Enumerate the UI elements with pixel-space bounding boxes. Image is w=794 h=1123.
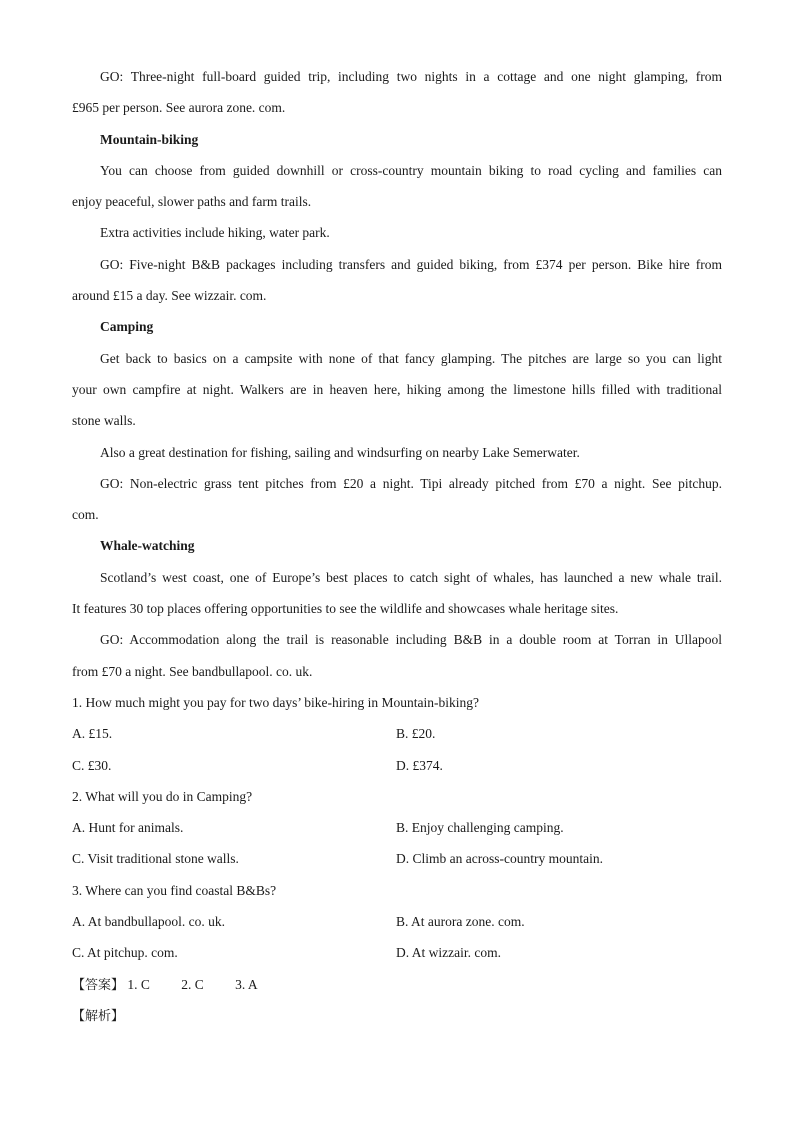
answer-line xyxy=(72,969,722,1000)
analysis-label: 【解析】 xyxy=(72,1008,125,1024)
question-2-option-d: D. Climb an across-country mountain. xyxy=(396,851,603,867)
question-2-option-a: A. Hunt for animals. xyxy=(72,820,184,836)
question-3-options-row-1 xyxy=(72,906,722,937)
mountain-extra-activities: Extra activities include hiking, water park. xyxy=(100,225,330,241)
question-1-stem: 1. How much might you pay for two days’ bike-hiring in Mountain-biking? xyxy=(72,694,479,710)
whale-paragraph-line-1: Scotland’s west coast, one of Europe’s best places to catch sight of whales, has launched a new whale trail. xyxy=(100,569,722,585)
question-3-option-d: D. At wizzair. com. xyxy=(396,945,501,961)
question-1-option-c: C. £30. xyxy=(72,757,112,773)
question-2-stem: 2. What will you do in Camping? xyxy=(72,788,253,804)
question-2-options-row-1 xyxy=(72,812,722,843)
question-3-option-b: B. At aurora zone. com. xyxy=(396,914,525,930)
whale-go-line-1: GO: Accommodation along the trail is reasonable including B&B in a double room at Torran in Ullapool xyxy=(100,632,722,648)
section-heading-mountain-biking: Mountain-biking xyxy=(100,131,199,147)
mountain-go-line-1: GO: Five-night B&B packages including transfers and guided biking, from £374 per person. Bike hire from xyxy=(100,256,722,272)
camping-paragraph-line-1: Get back to basics on a campsite with none of that fancy glamping. The pitches are large so you can light xyxy=(100,350,722,366)
answer-3: 3. A xyxy=(235,976,258,992)
camping-go-line-1: GO: Non-electric grass tent pitches from £20 a night. Tipi already pitched from £70 a night. See pitchup. xyxy=(100,475,722,491)
camping-paragraph-line-2: your own campfire at night. Walkers are in heaven here, hiking among the limestone hills filled with traditional xyxy=(72,381,722,397)
question-3-stem: 3. Where can you find coastal B&Bs? xyxy=(72,882,277,898)
mountain-paragraph-line-1: You can choose from guided downhill or cross-country mountain biking to road cycling and families can xyxy=(100,162,722,178)
section-heading-camping: Camping xyxy=(100,319,154,335)
question-2-option-b: B. Enjoy challenging camping. xyxy=(396,820,564,836)
whale-go-line-2: from £70 a night. See bandbullapool. co. uk. xyxy=(72,663,313,679)
camping-paragraph-line-3: stone walls. xyxy=(72,413,136,429)
question-2-options-row-2 xyxy=(72,843,722,874)
question-1-option-d: D. £374. xyxy=(396,757,443,773)
camping-go-line-2: com. xyxy=(72,507,99,523)
question-1-option-b: B. £20. xyxy=(396,726,436,742)
answer-2: 2. C xyxy=(181,976,204,992)
analysis-line xyxy=(72,1000,722,1031)
question-3-option-a: A. At bandbullapool. co. uk. xyxy=(72,914,225,930)
whale-paragraph-line-2: It features 30 top places offering opportunities to see the wildlife and showcases whale heritage sites. xyxy=(72,601,619,617)
go-trip-line-1: GO: Three-night full-board guided trip, including two nights in a cottage and one night glamping, from xyxy=(100,69,722,84)
mountain-go-line-2: around £15 a day. See wizzair. com. xyxy=(72,288,267,304)
question-3-options-row-2 xyxy=(72,937,722,968)
question-1-options-row-2 xyxy=(72,750,722,781)
go-trip-line-2: £965 per person. See aurora zone. com. xyxy=(72,100,286,116)
mountain-paragraph-line-2: enjoy peaceful, slower paths and farm trails. xyxy=(72,194,312,210)
answer-label: 【答案】 xyxy=(72,977,125,993)
question-1-options-row-1 xyxy=(72,718,722,749)
document-page xyxy=(72,61,722,1031)
question-2-option-c: C. Visit traditional stone walls. xyxy=(72,851,239,867)
answer-1: 1. C xyxy=(127,976,150,992)
section-heading-whale-watching: Whale-watching xyxy=(100,538,195,554)
camping-destination: Also a great destination for fishing, sailing and windsurfing on nearby Lake Semerwater. xyxy=(100,444,580,460)
question-3-option-c: C. At pitchup. com. xyxy=(72,945,178,961)
question-1-option-a: A. £15. xyxy=(72,726,113,742)
